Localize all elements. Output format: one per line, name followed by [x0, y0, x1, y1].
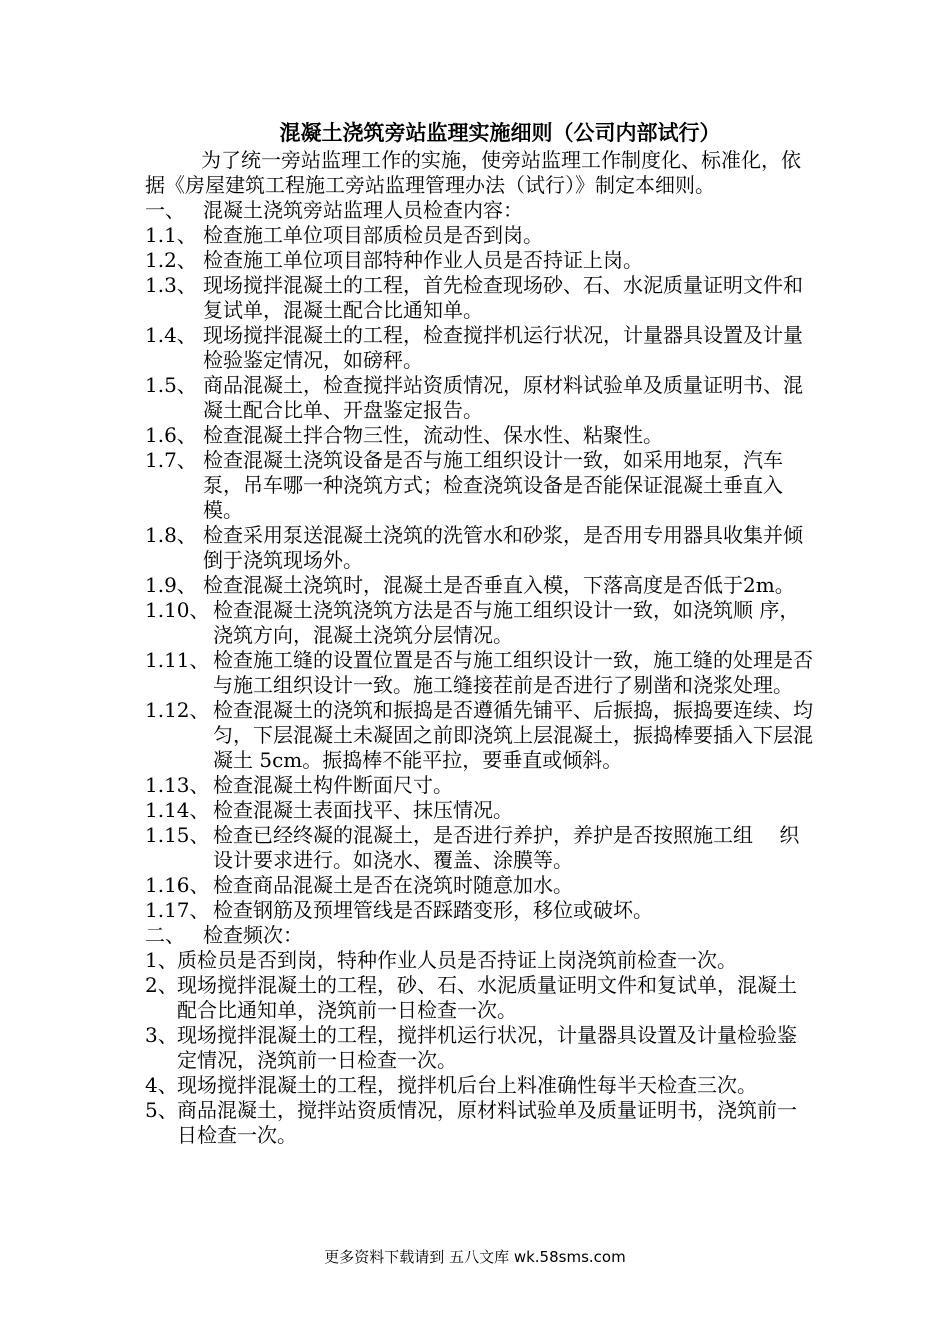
item-number: 1.10、	[145, 598, 210, 622]
item-text: 检查混凝土浇筑时，混凝土是否垂直入模，下落高度是否低于2m。	[203, 573, 795, 597]
item-number: 1.11、	[145, 648, 210, 672]
item-text: 现场搅拌混凝土的工程，搅拌机后台上料准确性每半天检查三次。	[177, 1073, 757, 1097]
list-item	[145, 573, 815, 598]
list-item	[145, 773, 815, 798]
item-number: 1、	[145, 948, 178, 972]
item-text: 现场搅拌混凝土的工程，搅拌机运行状况，计量器具设置及计量检验鉴定情况，浇筑前一日检查一次。	[177, 1023, 797, 1072]
item-number: 1.3、	[145, 273, 197, 297]
item-number: 2、	[145, 973, 178, 997]
list-item	[145, 823, 815, 873]
item-text: 商品混凝土，检查搅拌站资质情况，原材料试验单及质量证明书、混凝土配合比单、开盘鉴定报告。	[203, 373, 803, 422]
item-text: 检查施工单位项目部质检员是否到岗。	[203, 223, 543, 247]
list-item	[145, 898, 815, 923]
inspection-items-list	[145, 223, 815, 598]
list-item	[145, 948, 815, 973]
footer-note: 更多资料下载请到 五八文库 wk.58sms.com	[324, 1248, 626, 1266]
intro-paragraph: 为了统一旁站监理工作的实施，使旁站监理工作制度化、标准化，依据《房屋建筑工程施工旁站监理管理办法（试行）》制定本细则。	[145, 148, 801, 197]
item-text: 检查钢筋及预埋管线是否踩踏变形，移位或破坏。	[213, 898, 653, 922]
item-text: 检查施工缝的设置位置是否与施工组织设计一致，施工缝的处理是否与施工组织设计一致。施工缝接茬前是否进行了剔凿和浇浆处理。	[213, 648, 813, 697]
item-text: 检查施工单位项目部特种作业人员是否持证上岗。	[203, 248, 643, 272]
list-item	[145, 648, 815, 698]
section-title: 混凝土浇筑旁站监理人员检查内容：	[203, 198, 523, 222]
list-item	[145, 523, 815, 573]
item-text: 检查混凝土表面找平、抹压情况。	[213, 798, 513, 822]
inspection-items-list-continued	[145, 598, 815, 923]
section-heading-2	[145, 923, 815, 948]
item-text: 检查混凝土拌合物三性，流动性、保水性、粘聚性。	[203, 423, 663, 447]
list-item	[145, 423, 815, 448]
item-number: 1.17、	[145, 898, 210, 922]
item-text: 质检员是否到岗，特种作业人员是否持证上岗浇筑前检查一次。	[177, 948, 737, 972]
list-item	[145, 1098, 815, 1148]
item-text: 检查采用泵送混凝土浇筑的洗管水和砂浆，是否用专用器具收集并倾倒于浇筑现场外。	[203, 523, 803, 572]
list-item	[145, 323, 815, 373]
item-text: 现场搅拌混凝土的工程，检查搅拌机运行状况，计量器具设置及计量检验鉴定情况，如磅秤。	[203, 323, 803, 372]
frequency-items-list	[145, 948, 815, 1148]
item-text: 现场搅拌混凝土的工程，砂、石、水泥质量证明文件和复试单，混凝土配合比通知单，浇筑前一日检查一次。	[177, 973, 797, 1022]
list-item	[145, 698, 815, 773]
section-number: 二、	[145, 923, 185, 947]
list-item	[145, 973, 815, 1023]
item-number: 1.5、	[145, 373, 197, 397]
list-item	[145, 273, 815, 323]
list-item	[145, 223, 815, 248]
item-number: 1.8、	[145, 523, 197, 547]
item-number: 1.1、	[145, 223, 197, 247]
section-title: 检查频次：	[203, 923, 303, 947]
item-number: 1.6、	[145, 423, 197, 447]
list-item	[145, 598, 815, 648]
item-text: 现场搅拌混凝土的工程，首先检查现场砂、石、水泥质量证明文件和复试单，混凝土配合比通知单。	[203, 273, 803, 322]
list-item	[145, 373, 815, 423]
item-text: 检查混凝土构件断面尺寸。	[213, 773, 453, 797]
item-number: 1.14、	[145, 798, 210, 822]
item-number: 1.7、	[145, 448, 197, 472]
item-number: 1.12、	[145, 698, 210, 722]
item-text: 检查混凝土浇筑浇筑方法是否与施工组织设计一致，如浇筑顺 序，浇筑方向，混凝土浇筑分层情况。	[213, 598, 800, 647]
item-number: 1.13、	[145, 773, 210, 797]
list-item	[145, 873, 815, 898]
list-item	[145, 248, 815, 273]
item-text: 商品混凝土，搅拌站资质情况，原材料试验单及质量证明书，浇筑前一日检查一次。	[177, 1098, 797, 1147]
document-page	[145, 118, 815, 1148]
item-number: 1.16、	[145, 873, 210, 897]
list-item	[145, 1023, 815, 1073]
item-text: 检查已经终凝的混凝土，是否进行养护，养护是否按照施工组 织设计要求进行。如浇水、覆盖、涂膜等。	[213, 823, 800, 872]
item-number: 1.4、	[145, 323, 197, 347]
item-text: 检查混凝土的浇筑和振捣是否遵循先铺平、后振捣，振捣要连续、均匀，下层混凝土未凝固之前即浇筑上层混凝土，振捣棒要插入下层混凝土 5cm。振捣棒不能平拉，要垂直或倾斜。	[213, 698, 813, 772]
item-number: 4、	[145, 1073, 178, 1097]
item-number: 5、	[145, 1098, 178, 1122]
item-text: 检查混凝土浇筑设备是否与施工组织设计一致，如采用地泵，汽车泵，吊车哪一种浇筑方式；检查浇筑设备是否能保证混凝土垂直入模。	[203, 448, 783, 522]
item-text: 检查商品混凝土是否在浇筑时随意加水。	[213, 873, 573, 897]
section-number: 一、	[145, 198, 185, 222]
item-number: 1.9、	[145, 573, 197, 597]
list-item	[145, 1073, 815, 1098]
section-heading-1	[145, 198, 815, 223]
item-number: 1.15、	[145, 823, 210, 847]
list-item	[145, 798, 815, 823]
item-number: 1.2、	[145, 248, 197, 272]
list-item	[145, 448, 815, 523]
document-title: 混凝土浇筑旁站监理实施细则（公司内部试行）	[279, 120, 721, 145]
item-number: 3、	[145, 1023, 178, 1047]
